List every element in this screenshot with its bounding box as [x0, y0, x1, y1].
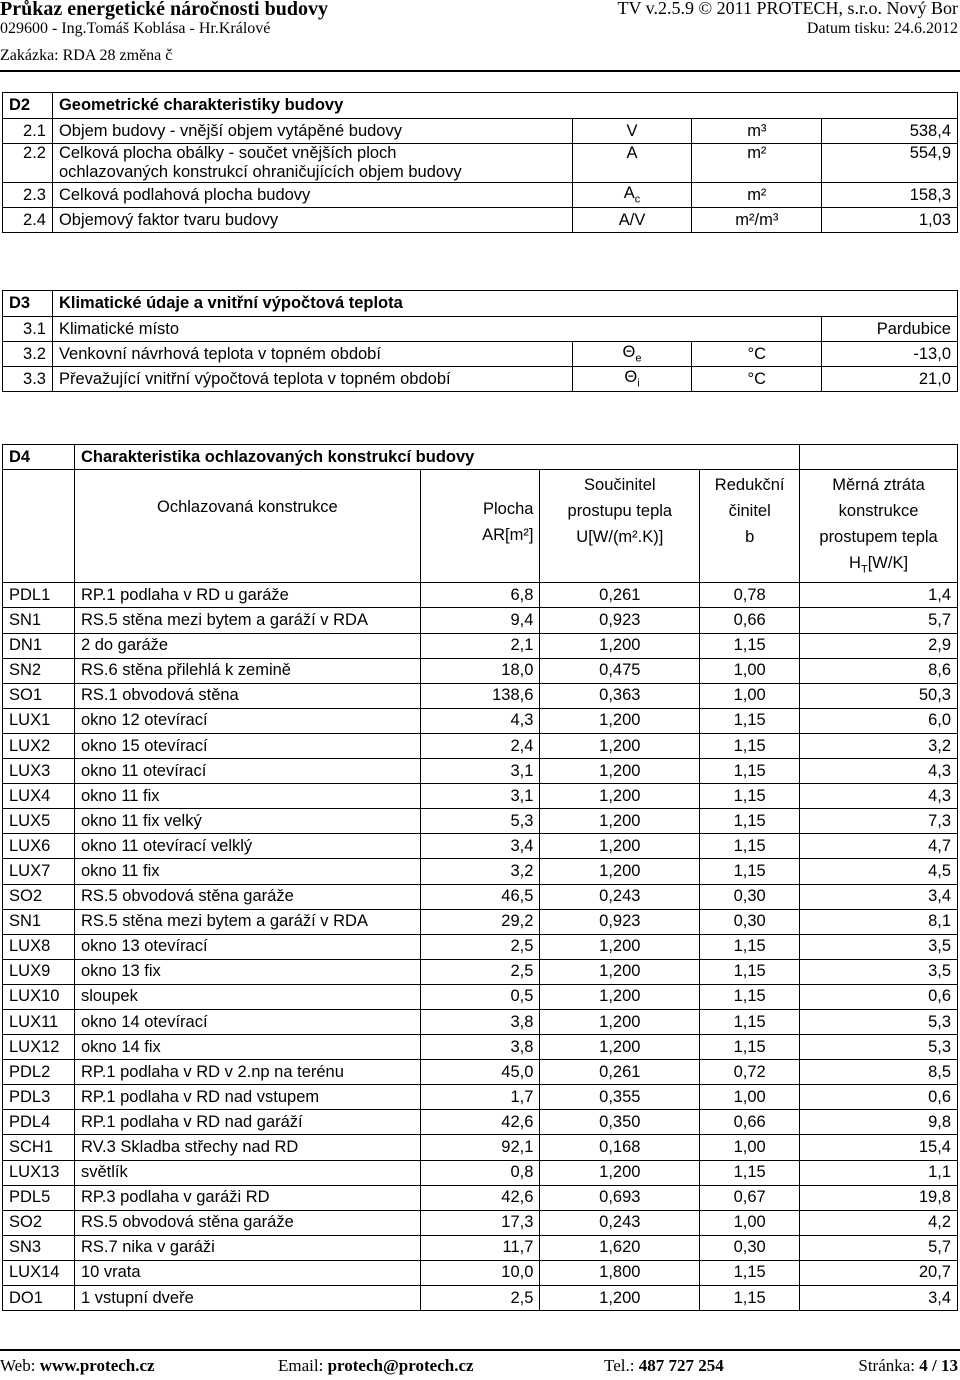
cell-code: LUX1 [3, 708, 75, 733]
cell-code: PDL2 [3, 1060, 75, 1085]
cell-area: 2,5 [420, 959, 540, 984]
cell-area: 6,8 [420, 583, 540, 608]
cell-name: okno 11 fix [74, 859, 420, 884]
cell-name: RS.1 obvodová stěna [74, 683, 420, 708]
section-d2-table [2, 92, 958, 233]
cell-h: 20,7 [800, 1260, 958, 1285]
order-line: Zakázka: RDA 28 změna č [0, 47, 173, 64]
cell-b: 1,15 [700, 1286, 800, 1311]
cell-name: RS.5 stěna mezi bytem a garáží v RDA [74, 608, 420, 633]
cell-area: 1,7 [420, 1085, 540, 1110]
cell-b: 0,72 [700, 1060, 800, 1085]
cell-area: 138,6 [420, 683, 540, 708]
cell-code: LUX4 [3, 784, 75, 809]
cell-h: 50,3 [800, 683, 958, 708]
cell-u: 0,355 [540, 1085, 700, 1110]
cell-code: SO2 [3, 1210, 75, 1235]
cell-code: LUX2 [3, 733, 75, 758]
cell-h: 0,6 [800, 984, 958, 1009]
cell-area: 42,6 [420, 1110, 540, 1135]
cell-b: 0,30 [700, 1235, 800, 1260]
cell-area: 3,1 [420, 759, 540, 784]
table-row [3, 884, 958, 909]
column-header-area: Plocha AR[m²] [420, 470, 540, 583]
cell-u: 0,168 [540, 1135, 700, 1160]
section-code: D4 [3, 445, 75, 470]
cell-area: 3,2 [420, 859, 540, 884]
cell-u: 1,800 [540, 1260, 700, 1285]
cell-h: 7,3 [800, 809, 958, 834]
cell-code: LUX6 [3, 834, 75, 859]
cell-u: 1,200 [540, 809, 700, 834]
cell-b: 0,30 [700, 909, 800, 934]
table-row [3, 834, 958, 859]
cell-u: 0,261 [540, 583, 700, 608]
table-row [3, 733, 958, 758]
cell-u: 1,200 [540, 984, 700, 1009]
cell-b: 1,15 [700, 809, 800, 834]
cell-code: PDL5 [3, 1185, 75, 1210]
cell-u: 1,200 [540, 759, 700, 784]
table-row [3, 1009, 958, 1034]
cell-area: 92,1 [420, 1135, 540, 1160]
cell-area: 3,8 [420, 1035, 540, 1060]
cell-name: RP.1 podlaha v RD v 2.np na terénu [74, 1060, 420, 1085]
cell-code: DN1 [3, 633, 75, 658]
cell-area: 17,3 [420, 1210, 540, 1235]
cell-b: 1,15 [700, 1035, 800, 1060]
cell-code: SN2 [3, 658, 75, 683]
cell-b: 1,15 [700, 834, 800, 859]
cell-h: 2,9 [800, 633, 958, 658]
column-header-b: Redukční činitel b [700, 470, 800, 583]
cell-u: 0,923 [540, 909, 700, 934]
table-row: 3.2 Venkovní návrhová teplota v topném období $\Theta_e$ °C -13,0 [3, 342, 958, 367]
cell-name: okno 14 fix [74, 1035, 420, 1060]
section-d3-table [2, 290, 958, 392]
cell-code: DO1 [3, 1286, 75, 1311]
cell-name: okno 14 otevírací [74, 1009, 420, 1034]
table-row [3, 1260, 958, 1285]
cell-code: LUX11 [3, 1009, 75, 1034]
cell-name: okno 11 fix [74, 784, 420, 809]
cell-u: 1,200 [540, 934, 700, 959]
cell-u: 1,200 [540, 733, 700, 758]
cell-name: 2 do garáže [74, 633, 420, 658]
cell-u: 1,200 [540, 859, 700, 884]
cell-name: RS.5 obvodová stěna garáže [74, 1210, 420, 1235]
footer-email-link[interactable]: protech@protech.cz [327, 1356, 474, 1375]
table-row [3, 1235, 958, 1260]
cell-h: 3,4 [800, 884, 958, 909]
cell-name: světlík [74, 1160, 420, 1185]
cell-h: 8,5 [800, 1060, 958, 1085]
cell-u: 0,923 [540, 608, 700, 633]
author-line: 029600 - Ing.Tomáš Koblása - Hr.Králové [0, 20, 271, 37]
cell-h: 19,8 [800, 1185, 958, 1210]
cell-b: 1,15 [700, 633, 800, 658]
table-row [3, 959, 958, 984]
cell-code: LUX9 [3, 959, 75, 984]
cell-area: 3,4 [420, 834, 540, 859]
cell-h: 3,5 [800, 959, 958, 984]
cell-name: okno 11 otevírací velklý [74, 834, 420, 859]
cell-u: 1,200 [540, 784, 700, 809]
section-title: Charakteristika ochlazovaných konstrukcí budovy [74, 445, 799, 470]
cell-area: 4,3 [420, 708, 540, 733]
cell-u: 0,243 [540, 1210, 700, 1235]
table-row: 2.2 Celková plocha obálky - součet vnějších ploch ochlazovaných konstrukcí ohraničujících objem budovy A m² 554,9 [3, 144, 958, 183]
cell-area: 11,7 [420, 1235, 540, 1260]
cell-name: RS.6 stěna přilehlá k zemině [74, 658, 420, 683]
table-row [3, 909, 958, 934]
cell-b: 1,00 [700, 1210, 800, 1235]
cell-b: 1,15 [700, 1260, 800, 1285]
cell-u: 0,475 [540, 658, 700, 683]
cell-code: SN3 [3, 1235, 75, 1260]
section-d4-table [2, 444, 958, 1311]
table-row [3, 633, 958, 658]
table-row: 3.1 Klimatické místo Pardubice [3, 317, 958, 342]
cell-b: 1,15 [700, 1160, 800, 1185]
cell-h: 6,0 [800, 708, 958, 733]
cell-b: 1,15 [700, 934, 800, 959]
document-title: Průkaz energetické náročnosti budovy [0, 0, 328, 20]
cell-code: LUX5 [3, 809, 75, 834]
cell-u: 1,200 [540, 1035, 700, 1060]
cell-b: 1,00 [700, 1085, 800, 1110]
table-row: 2.4 Objemový faktor tvaru budovy A/V m²/m³ 1,03 [3, 208, 958, 233]
cell-b: 1,00 [700, 1135, 800, 1160]
footer-divider [0, 1349, 960, 1351]
cell-b: 0,78 [700, 583, 800, 608]
table-row [3, 1210, 958, 1235]
cell-name: okno 13 otevírací [74, 934, 420, 959]
cell-u: 1,200 [540, 1160, 700, 1185]
cell-b: 0,67 [700, 1185, 800, 1210]
cell-area: 46,5 [420, 884, 540, 909]
cell-name: okno 11 otevírací [74, 759, 420, 784]
cell-u: 1,200 [540, 708, 700, 733]
cell-name: RP.1 podlaha v RD nad vstupem [74, 1085, 420, 1110]
cell-h: 5,7 [800, 608, 958, 633]
cell-h: 8,1 [800, 909, 958, 934]
cell-u: 1,200 [540, 959, 700, 984]
cell-h: 8,6 [800, 658, 958, 683]
section-code: D3 [3, 291, 53, 317]
table-row: 2.1 Objem budovy - vnější objem vytápěné budovy V m³ 538,4 [3, 119, 958, 144]
cell-area: 42,6 [420, 1185, 540, 1210]
cell-b: 1,15 [700, 708, 800, 733]
cell-name: okno 15 otevírací [74, 733, 420, 758]
cell-b: 1,15 [700, 759, 800, 784]
cell-area: 3,1 [420, 784, 540, 809]
cell-b: 1,00 [700, 658, 800, 683]
section-code: D2 [3, 93, 53, 119]
cell-area: 10,0 [420, 1260, 540, 1285]
cell-h: 0,6 [800, 1085, 958, 1110]
cell-area: 9,4 [420, 608, 540, 633]
cell-b: 0,66 [700, 1110, 800, 1135]
table-row [3, 984, 958, 1009]
table-row [3, 1286, 958, 1311]
table-row [3, 1135, 958, 1160]
cell-name: RS.5 obvodová stěna garáže [74, 884, 420, 909]
cell-area: 2,5 [420, 934, 540, 959]
cell-area: 29,2 [420, 909, 540, 934]
cell-code: LUX7 [3, 859, 75, 884]
software-version: TV v.2.5.9 © 2011 PROTECH, s.r.o. Nový Bor [617, 0, 958, 18]
cell-u: 0,243 [540, 884, 700, 909]
table-row [3, 1110, 958, 1135]
cell-name: okno 12 otevírací [74, 708, 420, 733]
table-row [3, 683, 958, 708]
cell-code: SO1 [3, 683, 75, 708]
table-row [3, 1160, 958, 1185]
cell-name: RP.1 podlaha v RD nad garáží [74, 1110, 420, 1135]
cell-u: 1,200 [540, 633, 700, 658]
cell-u: 0,261 [540, 1060, 700, 1085]
cell-code: LUX14 [3, 1260, 75, 1285]
cell-h: 3,4 [800, 1286, 958, 1311]
cell-area: 2,1 [420, 633, 540, 658]
cell-code: PDL4 [3, 1110, 75, 1135]
cell-name: 10 vrata [74, 1260, 420, 1285]
cell-code: SO2 [3, 884, 75, 909]
table-row [3, 934, 958, 959]
cell-h: 1,1 [800, 1160, 958, 1185]
table-row [3, 1085, 958, 1110]
cell-b: 1,00 [700, 683, 800, 708]
cell-u: 1,620 [540, 1235, 700, 1260]
column-header-h: Měrná ztráta konstrukce prostupem tepla $H_T[W/K]$ [800, 470, 958, 583]
cell-area: 0,5 [420, 984, 540, 1009]
cell-b: 0,30 [700, 884, 800, 909]
cell-h: 1,4 [800, 583, 958, 608]
table-row [3, 608, 958, 633]
cell-b: 1,15 [700, 984, 800, 1009]
cell-b: 1,15 [700, 733, 800, 758]
table-row [3, 658, 958, 683]
table-row: 3.3 Převažující vnitřní výpočtová teplota v topném období $\Theta_i$ °C 21,0 [3, 367, 958, 392]
cell-h: 4,5 [800, 859, 958, 884]
cell-area: 2,4 [420, 733, 540, 758]
cell-name: sloupek [74, 984, 420, 1009]
cell-h: 5,3 [800, 1009, 958, 1034]
cell-b: 1,15 [700, 959, 800, 984]
cell-code: LUX3 [3, 759, 75, 784]
cell-area: 45,0 [420, 1060, 540, 1085]
cell-name: RP.1 podlaha v RD u garáže [74, 583, 420, 608]
cell-code: SN1 [3, 909, 75, 934]
table-row [3, 809, 958, 834]
table-header-row [3, 470, 958, 583]
cell-code: LUX10 [3, 984, 75, 1009]
cell-area: 18,0 [420, 658, 540, 683]
cell-name: okno 13 fix [74, 959, 420, 984]
cell-h: 4,3 [800, 784, 958, 809]
cell-name: 1 vstupní dveře [74, 1286, 420, 1311]
cell-code: LUX8 [3, 934, 75, 959]
cell-u: 0,693 [540, 1185, 700, 1210]
table-row [3, 1035, 958, 1060]
section-title: Geometrické charakteristiky budovy [52, 93, 957, 119]
cell-u: 1,200 [540, 1009, 700, 1034]
cell-area: 0,8 [420, 1160, 540, 1185]
table-row [3, 1185, 958, 1210]
cell-code: LUX13 [3, 1160, 75, 1185]
cell-name: RS.5 stěna mezi bytem a garáží v RDA [74, 909, 420, 934]
table-row: 2.3 Celková podlahová plocha budovy $A_c$ m² 158,3 [3, 183, 958, 208]
cell-h: 4,7 [800, 834, 958, 859]
cell-h: 3,2 [800, 733, 958, 758]
cell-h: 5,3 [800, 1035, 958, 1060]
cell-name: RP.3 podlaha v garáži RD [74, 1185, 420, 1210]
cell-u: 1,200 [540, 1286, 700, 1311]
cell-area: 3,8 [420, 1009, 540, 1034]
table-row [3, 784, 958, 809]
cell-code: PDL3 [3, 1085, 75, 1110]
header-divider [0, 70, 960, 72]
cell-u: 0,350 [540, 1110, 700, 1135]
cell-area: 5,3 [420, 809, 540, 834]
cell-h: 5,7 [800, 1235, 958, 1260]
cell-b: 1,15 [700, 784, 800, 809]
table-row [3, 708, 958, 733]
cell-h: 15,4 [800, 1135, 958, 1160]
cell-b: 1,15 [700, 1009, 800, 1034]
cell-u: 0,363 [540, 683, 700, 708]
cell-code: PDL1 [3, 583, 75, 608]
footer-phone: 487 727 254 [638, 1356, 724, 1375]
column-header-u: Součinitel prostupu tepla U[W/(m².K)] [540, 470, 700, 583]
cell-code: SN1 [3, 608, 75, 633]
table-row [3, 1060, 958, 1085]
cell-h: 4,2 [800, 1210, 958, 1235]
cell-h: 3,5 [800, 934, 958, 959]
cell-h: 4,3 [800, 759, 958, 784]
cell-b: 0,66 [700, 608, 800, 633]
cell-name: RV.3 Skladba střechy nad RD [74, 1135, 420, 1160]
section-title: Klimatické údaje a vnitřní výpočtová teplota [52, 291, 957, 317]
column-header-construction: Ochlazovaná konstrukce [74, 470, 420, 583]
cell-area: 2,5 [420, 1286, 540, 1311]
cell-h: 9,8 [800, 1110, 958, 1135]
table-row [3, 859, 958, 884]
footer-page-number: 4 / 13 [919, 1356, 958, 1375]
cell-b: 1,15 [700, 859, 800, 884]
table-row [3, 759, 958, 784]
cell-name: okno 11 fix velký [74, 809, 420, 834]
cell-code: SCH1 [3, 1135, 75, 1160]
cell-code: LUX12 [3, 1035, 75, 1060]
footer-web-link[interactable]: www.protech.cz [39, 1356, 155, 1375]
cell-u: 1,200 [540, 834, 700, 859]
cell-name: RS.7 nika v garáži [74, 1235, 420, 1260]
print-date: Datum tisku: 24.6.2012 [806, 20, 958, 37]
table-row [3, 583, 958, 608]
